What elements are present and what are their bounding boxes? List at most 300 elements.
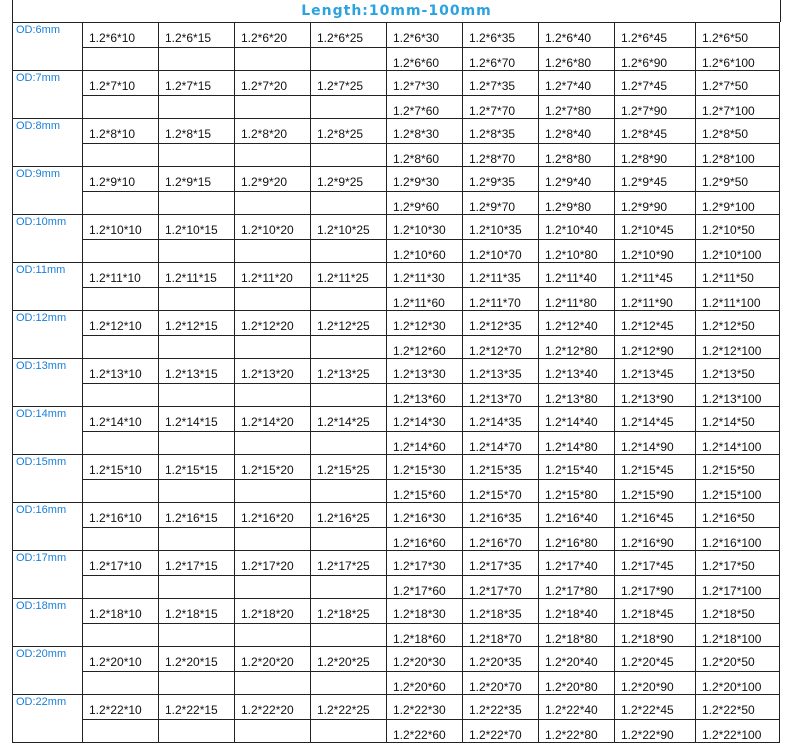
- size-cell: 1.2*17*45: [615, 551, 696, 576]
- size-cell: 1.2*14*90: [615, 432, 696, 455]
- size-cell: 1.2*13*90: [615, 384, 696, 407]
- size-cell: 1.2*10*10: [83, 215, 159, 240]
- size-cell: 1.2*6*40: [539, 23, 615, 48]
- size-cell: 1.2*6*10: [83, 23, 159, 48]
- size-cell: 1.2*7*10: [83, 71, 159, 96]
- size-cell: 1.2*6*60: [387, 48, 463, 71]
- size-cell: 1.2*14*10: [83, 407, 159, 432]
- size-cell: 1.2*17*20: [235, 551, 311, 576]
- table-row: [13, 528, 780, 551]
- size-cell: 1.2*18*100: [696, 624, 780, 647]
- size-cell: 1.2*10*100: [696, 240, 780, 263]
- od-label: OD:10mm: [13, 215, 83, 263]
- size-cell: 1.2*7*70: [463, 96, 539, 119]
- size-cell: 1.2*20*50: [696, 647, 780, 672]
- size-cell: [83, 48, 159, 71]
- size-cell: 1.2*15*15: [159, 455, 235, 480]
- size-cell: [311, 336, 387, 359]
- size-cell: 1.2*6*45: [615, 23, 696, 48]
- size-cell: 1.2*11*20: [235, 263, 311, 288]
- table-row: [13, 503, 780, 528]
- size-cell: 1.2*10*40: [539, 215, 615, 240]
- size-cell: 1.2*9*40: [539, 167, 615, 192]
- size-cell: 1.2*16*60: [387, 528, 463, 551]
- size-cell: 1.2*13*40: [539, 359, 615, 384]
- size-cell: 1.2*7*90: [615, 96, 696, 119]
- size-cell: [159, 96, 235, 119]
- size-cell: 1.2*8*20: [235, 119, 311, 144]
- size-cell: 1.2*17*35: [463, 551, 539, 576]
- size-cell: 1.2*16*70: [463, 528, 539, 551]
- table-row: [13, 263, 780, 288]
- size-cell: 1.2*8*45: [615, 119, 696, 144]
- size-cell: 1.2*12*25: [311, 311, 387, 336]
- size-cell: 1.2*8*15: [159, 119, 235, 144]
- size-cell: 1.2*12*30: [387, 311, 463, 336]
- size-cell: 1.2*13*35: [463, 359, 539, 384]
- size-cell: 1.2*13*80: [539, 384, 615, 407]
- size-cell: 1.2*16*20: [235, 503, 311, 528]
- size-cell: [311, 672, 387, 695]
- size-cell: 1.2*8*30: [387, 119, 463, 144]
- size-cell: [83, 432, 159, 455]
- size-cell: 1.2*22*80: [539, 720, 615, 743]
- size-cell: [159, 336, 235, 359]
- size-cell: 1.2*20*30: [387, 647, 463, 672]
- size-cell: [235, 384, 311, 407]
- size-cell: [83, 672, 159, 695]
- size-cell: [235, 240, 311, 263]
- size-cell: 1.2*22*40: [539, 695, 615, 720]
- table-row: [13, 215, 780, 240]
- od-label: OD:9mm: [13, 167, 83, 215]
- size-cell: 1.2*11*80: [539, 288, 615, 311]
- size-cell: [159, 192, 235, 215]
- size-cell: 1.2*6*100: [696, 48, 780, 71]
- size-cell: 1.2*18*80: [539, 624, 615, 647]
- size-cell: 1.2*14*100: [696, 432, 780, 455]
- size-cell: 1.2*22*15: [159, 695, 235, 720]
- size-cell: 1.2*10*50: [696, 215, 780, 240]
- size-cell: 1.2*7*60: [387, 96, 463, 119]
- size-cell: [159, 672, 235, 695]
- size-cell: 1.2*7*20: [235, 71, 311, 96]
- size-cell: 1.2*14*45: [615, 407, 696, 432]
- size-cell: 1.2*17*100: [696, 576, 780, 599]
- size-cell: 1.2*7*25: [311, 71, 387, 96]
- size-cell: [311, 384, 387, 407]
- size-cell: 1.2*9*60: [387, 192, 463, 215]
- od-label: OD:18mm: [13, 599, 83, 647]
- size-cell: 1.2*7*50: [696, 71, 780, 96]
- size-cell: 1.2*20*60: [387, 672, 463, 695]
- size-cell: 1.2*18*40: [539, 599, 615, 624]
- table-row: [13, 71, 780, 96]
- size-cell: 1.2*16*25: [311, 503, 387, 528]
- size-cell: 1.2*16*15: [159, 503, 235, 528]
- size-cell: 1.2*18*70: [463, 624, 539, 647]
- table-row: [13, 96, 780, 119]
- size-cell: 1.2*14*80: [539, 432, 615, 455]
- size-cell: 1.2*9*100: [696, 192, 780, 215]
- table-row: [13, 551, 780, 576]
- size-cell: 1.2*11*50: [696, 263, 780, 288]
- size-cell: 1.2*22*45: [615, 695, 696, 720]
- size-cell: 1.2*16*90: [615, 528, 696, 551]
- size-cell: [159, 576, 235, 599]
- size-cell: 1.2*11*30: [387, 263, 463, 288]
- size-cell: 1.2*7*15: [159, 71, 235, 96]
- size-cell: 1.2*10*35: [463, 215, 539, 240]
- table-row: [13, 432, 780, 455]
- size-cell: [235, 720, 311, 743]
- table-row: [13, 192, 780, 215]
- size-cell: 1.2*12*40: [539, 311, 615, 336]
- size-cell: 1.2*8*50: [696, 119, 780, 144]
- od-label: OD:16mm: [13, 503, 83, 551]
- size-cell: 1.2*12*15: [159, 311, 235, 336]
- table-row: [13, 48, 780, 71]
- size-cell: 1.2*8*90: [615, 144, 696, 167]
- size-cell: [235, 624, 311, 647]
- size-cell: 1.2*17*80: [539, 576, 615, 599]
- size-cell: 1.2*9*70: [463, 192, 539, 215]
- size-cell: 1.2*15*20: [235, 455, 311, 480]
- size-cell: 1.2*16*100: [696, 528, 780, 551]
- size-cell: [83, 576, 159, 599]
- size-cell: 1.2*22*35: [463, 695, 539, 720]
- size-cell: 1.2*8*100: [696, 144, 780, 167]
- size-cell: 1.2*11*10: [83, 263, 159, 288]
- size-cell: [235, 528, 311, 551]
- table-row: [13, 407, 780, 432]
- size-cell: 1.2*9*10: [83, 167, 159, 192]
- od-label: OD:7mm: [13, 71, 83, 119]
- size-cell: [311, 480, 387, 503]
- table-row: [13, 480, 780, 503]
- size-cell: [83, 96, 159, 119]
- size-cell: 1.2*17*15: [159, 551, 235, 576]
- size-cell: 1.2*12*90: [615, 336, 696, 359]
- size-cell: 1.2*20*100: [696, 672, 780, 695]
- size-cell: 1.2*15*30: [387, 455, 463, 480]
- size-cell: 1.2*15*25: [311, 455, 387, 480]
- size-cell: 1.2*16*35: [463, 503, 539, 528]
- size-cell: 1.2*10*70: [463, 240, 539, 263]
- size-cell: [311, 528, 387, 551]
- size-cell: 1.2*14*70: [463, 432, 539, 455]
- size-cell: 1.2*8*80: [539, 144, 615, 167]
- size-cell: 1.2*6*50: [696, 23, 780, 48]
- od-label: OD:13mm: [13, 359, 83, 407]
- table-title: Length:10mm-100mm: [12, 0, 781, 22]
- size-cell: 1.2*12*45: [615, 311, 696, 336]
- size-cell: 1.2*12*20: [235, 311, 311, 336]
- size-cell: 1.2*20*20: [235, 647, 311, 672]
- size-cell: [83, 720, 159, 743]
- size-cell: [159, 144, 235, 167]
- size-cell: 1.2*14*30: [387, 407, 463, 432]
- size-cell: [235, 288, 311, 311]
- size-cell: 1.2*11*45: [615, 263, 696, 288]
- od-label: OD:20mm: [13, 647, 83, 695]
- size-cell: 1.2*13*50: [696, 359, 780, 384]
- size-cell: [83, 240, 159, 263]
- size-cell: 1.2*18*60: [387, 624, 463, 647]
- size-cell: 1.2*11*15: [159, 263, 235, 288]
- size-cell: 1.2*15*90: [615, 480, 696, 503]
- table-row: [13, 672, 780, 695]
- size-cell: [159, 48, 235, 71]
- size-cell: [159, 528, 235, 551]
- size-cell: 1.2*9*25: [311, 167, 387, 192]
- size-cell: 1.2*9*45: [615, 167, 696, 192]
- size-cell: [159, 432, 235, 455]
- size-cell: 1.2*6*35: [463, 23, 539, 48]
- size-cell: 1.2*14*35: [463, 407, 539, 432]
- size-cell: 1.2*9*30: [387, 167, 463, 192]
- size-cell: 1.2*7*30: [387, 71, 463, 96]
- size-cell: 1.2*14*25: [311, 407, 387, 432]
- size-cell: [235, 336, 311, 359]
- size-cell: [235, 480, 311, 503]
- size-cell: [311, 48, 387, 71]
- table-row: [13, 359, 780, 384]
- table-row: [13, 167, 780, 192]
- od-label: OD:6mm: [13, 23, 83, 71]
- size-cell: 1.2*20*10: [83, 647, 159, 672]
- od-label: OD:22mm: [13, 695, 83, 743]
- od-label: OD:14mm: [13, 407, 83, 455]
- size-cell: 1.2*18*90: [615, 624, 696, 647]
- size-cell: 1.2*12*80: [539, 336, 615, 359]
- size-cell: 1.2*9*50: [696, 167, 780, 192]
- size-cell: 1.2*12*100: [696, 336, 780, 359]
- size-cell: 1.2*13*20: [235, 359, 311, 384]
- size-cell: 1.2*20*45: [615, 647, 696, 672]
- od-label: OD:15mm: [13, 455, 83, 503]
- size-cell: 1.2*7*35: [463, 71, 539, 96]
- size-cell: 1.2*9*35: [463, 167, 539, 192]
- size-cell: 1.2*8*25: [311, 119, 387, 144]
- od-label: OD:11mm: [13, 263, 83, 311]
- size-cell: 1.2*22*90: [615, 720, 696, 743]
- size-cell: 1.2*16*10: [83, 503, 159, 528]
- size-cell: 1.2*10*15: [159, 215, 235, 240]
- od-label: OD:12mm: [13, 311, 83, 359]
- size-cell: 1.2*12*50: [696, 311, 780, 336]
- size-cell: 1.2*10*80: [539, 240, 615, 263]
- size-cell: [83, 336, 159, 359]
- size-cell: 1.2*22*70: [463, 720, 539, 743]
- size-cell: [159, 384, 235, 407]
- size-cell: 1.2*15*70: [463, 480, 539, 503]
- size-cell: [311, 720, 387, 743]
- size-cell: 1.2*15*100: [696, 480, 780, 503]
- size-cell: [83, 288, 159, 311]
- table-row: [13, 240, 780, 263]
- size-cell: [235, 144, 311, 167]
- size-cell: 1.2*6*70: [463, 48, 539, 71]
- size-cell: 1.2*13*60: [387, 384, 463, 407]
- size-cell: 1.2*17*10: [83, 551, 159, 576]
- size-cell: 1.2*16*50: [696, 503, 780, 528]
- size-cell: [311, 576, 387, 599]
- size-cell: 1.2*6*90: [615, 48, 696, 71]
- size-cell: 1.2*6*30: [387, 23, 463, 48]
- size-cell: 1.2*20*70: [463, 672, 539, 695]
- size-cell: 1.2*14*40: [539, 407, 615, 432]
- size-cell: 1.2*10*45: [615, 215, 696, 240]
- size-cell: [235, 96, 311, 119]
- size-table: [12, 22, 780, 743]
- size-cell: 1.2*22*20: [235, 695, 311, 720]
- table-row: [13, 599, 780, 624]
- table-row: [13, 144, 780, 167]
- size-cell: 1.2*8*10: [83, 119, 159, 144]
- size-cell: 1.2*18*15: [159, 599, 235, 624]
- size-cell: 1.2*20*35: [463, 647, 539, 672]
- size-cell: 1.2*20*80: [539, 672, 615, 695]
- size-cell: 1.2*22*25: [311, 695, 387, 720]
- size-cell: [311, 624, 387, 647]
- size-cell: [235, 48, 311, 71]
- table-row: [13, 288, 780, 311]
- table-row: [13, 119, 780, 144]
- size-cell: 1.2*17*40: [539, 551, 615, 576]
- size-cell: 1.2*15*45: [615, 455, 696, 480]
- size-cell: 1.2*17*90: [615, 576, 696, 599]
- size-cell: [83, 144, 159, 167]
- size-cell: [83, 192, 159, 215]
- size-cell: 1.2*17*25: [311, 551, 387, 576]
- size-cell: 1.2*13*45: [615, 359, 696, 384]
- size-cell: [159, 240, 235, 263]
- size-cell: 1.2*10*60: [387, 240, 463, 263]
- size-cell: 1.2*15*40: [539, 455, 615, 480]
- size-cell: 1.2*11*40: [539, 263, 615, 288]
- size-cell: 1.2*20*40: [539, 647, 615, 672]
- size-cell: 1.2*9*90: [615, 192, 696, 215]
- size-cell: [83, 480, 159, 503]
- size-cell: [159, 720, 235, 743]
- size-cell: 1.2*12*60: [387, 336, 463, 359]
- size-cell: [311, 144, 387, 167]
- size-cell: 1.2*10*25: [311, 215, 387, 240]
- table-row: [13, 720, 780, 743]
- size-cell: 1.2*18*45: [615, 599, 696, 624]
- size-cell: 1.2*15*50: [696, 455, 780, 480]
- size-cell: 1.2*16*30: [387, 503, 463, 528]
- size-cell: [235, 192, 311, 215]
- size-cell: 1.2*6*80: [539, 48, 615, 71]
- size-cell: 1.2*13*100: [696, 384, 780, 407]
- size-cell: 1.2*17*60: [387, 576, 463, 599]
- size-cell: 1.2*14*50: [696, 407, 780, 432]
- size-cell: 1.2*17*50: [696, 551, 780, 576]
- size-cell: 1.2*18*50: [696, 599, 780, 624]
- table-row: [13, 624, 780, 647]
- size-cell: 1.2*18*35: [463, 599, 539, 624]
- size-cell: 1.2*6*15: [159, 23, 235, 48]
- size-cell: 1.2*14*15: [159, 407, 235, 432]
- size-cell: 1.2*12*70: [463, 336, 539, 359]
- size-cell: 1.2*10*30: [387, 215, 463, 240]
- size-cell: [311, 240, 387, 263]
- size-cell: 1.2*9*15: [159, 167, 235, 192]
- od-label: OD:17mm: [13, 551, 83, 599]
- size-cell: 1.2*20*90: [615, 672, 696, 695]
- size-cell: 1.2*22*10: [83, 695, 159, 720]
- size-cell: 1.2*20*15: [159, 647, 235, 672]
- size-cell: 1.2*10*90: [615, 240, 696, 263]
- size-cell: [159, 624, 235, 647]
- size-cell: 1.2*16*40: [539, 503, 615, 528]
- size-cell: 1.2*11*90: [615, 288, 696, 311]
- size-cell: 1.2*15*60: [387, 480, 463, 503]
- size-cell: 1.2*18*10: [83, 599, 159, 624]
- size-cell: 1.2*13*15: [159, 359, 235, 384]
- size-cell: 1.2*8*60: [387, 144, 463, 167]
- size-cell: 1.2*11*35: [463, 263, 539, 288]
- size-cell: 1.2*22*100: [696, 720, 780, 743]
- table-row: [13, 455, 780, 480]
- od-label: OD:8mm: [13, 119, 83, 167]
- size-cell: [311, 192, 387, 215]
- size-cell: 1.2*18*30: [387, 599, 463, 624]
- size-cell: 1.2*14*60: [387, 432, 463, 455]
- size-cell: 1.2*6*25: [311, 23, 387, 48]
- size-cell: 1.2*11*60: [387, 288, 463, 311]
- size-cell: 1.2*17*30: [387, 551, 463, 576]
- size-cell: 1.2*18*25: [311, 599, 387, 624]
- size-cell: 1.2*13*70: [463, 384, 539, 407]
- size-cell: 1.2*16*45: [615, 503, 696, 528]
- table-row: [13, 576, 780, 599]
- size-cell: [311, 96, 387, 119]
- size-cell: 1.2*12*10: [83, 311, 159, 336]
- size-cell: 1.2*7*45: [615, 71, 696, 96]
- size-cell: 1.2*16*80: [539, 528, 615, 551]
- table-row: [13, 384, 780, 407]
- size-cell: 1.2*8*35: [463, 119, 539, 144]
- table-row: [13, 23, 780, 48]
- size-cell: 1.2*13*25: [311, 359, 387, 384]
- size-cell: 1.2*20*25: [311, 647, 387, 672]
- size-cell: [311, 432, 387, 455]
- size-cell: [235, 576, 311, 599]
- size-cell: [83, 528, 159, 551]
- size-cell: 1.2*13*30: [387, 359, 463, 384]
- table-row: [13, 336, 780, 359]
- size-cell: 1.2*22*30: [387, 695, 463, 720]
- size-cell: [235, 672, 311, 695]
- size-cell: 1.2*8*40: [539, 119, 615, 144]
- size-cell: 1.2*7*100: [696, 96, 780, 119]
- size-cell: [83, 624, 159, 647]
- size-cell: 1.2*15*80: [539, 480, 615, 503]
- size-cell: 1.2*11*100: [696, 288, 780, 311]
- size-cell: 1.2*14*20: [235, 407, 311, 432]
- size-cell: 1.2*9*80: [539, 192, 615, 215]
- size-cell: [311, 288, 387, 311]
- size-cell: [235, 432, 311, 455]
- size-cell: [83, 384, 159, 407]
- size-cell: 1.2*15*35: [463, 455, 539, 480]
- size-cell: 1.2*10*20: [235, 215, 311, 240]
- size-cell: 1.2*7*40: [539, 71, 615, 96]
- table-row: [13, 311, 780, 336]
